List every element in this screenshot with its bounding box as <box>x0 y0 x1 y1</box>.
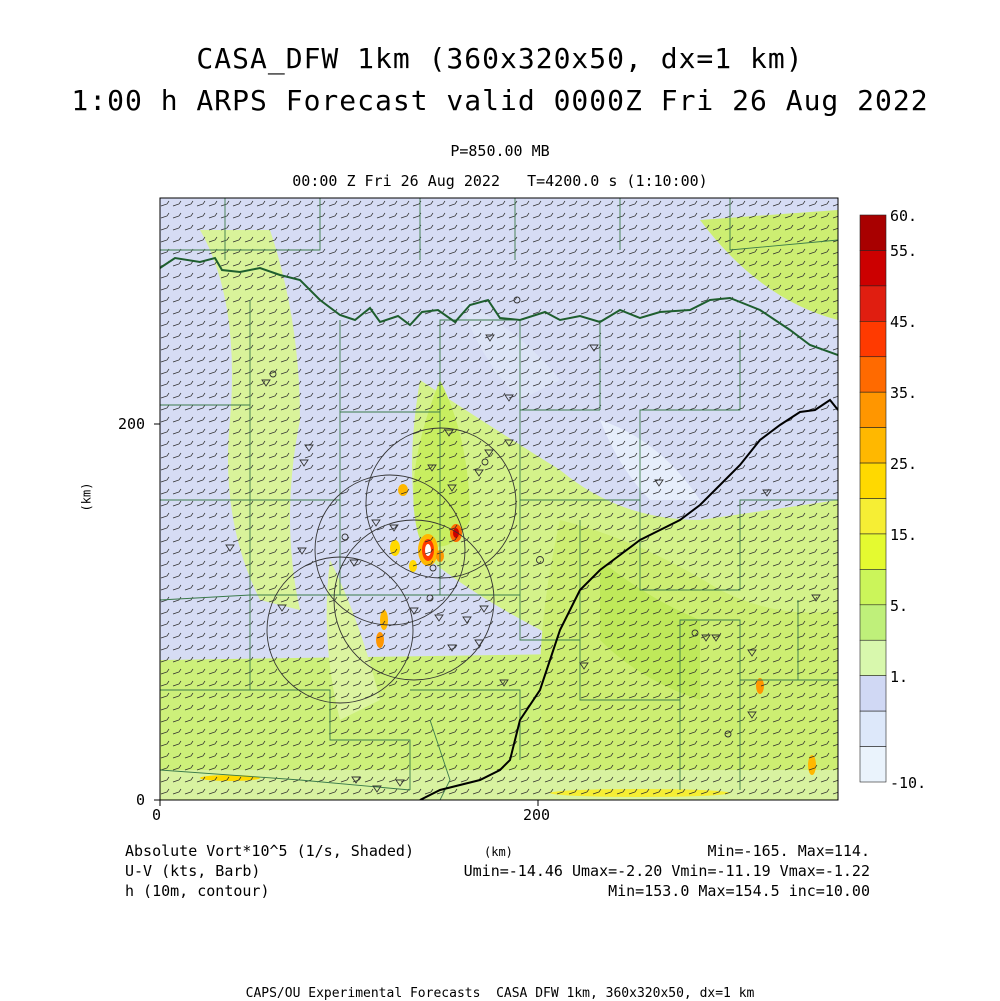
colorbar-swatch <box>860 640 886 675</box>
colorbar-swatch <box>860 250 886 285</box>
colorbar-tick-label: 55. <box>890 242 918 261</box>
colorbar-tick-label: 1. <box>890 667 909 686</box>
y-tick-200: 200 <box>118 415 146 433</box>
x-tick-200: 200 <box>523 806 551 824</box>
colorbar-swatch <box>860 676 886 711</box>
colorbar-swatch <box>860 215 886 250</box>
colorbar-tick-label: 15. <box>890 525 918 544</box>
colorbar-swatch <box>860 534 886 569</box>
colorbar-swatch <box>860 463 886 498</box>
colorbar-swatch <box>860 392 886 427</box>
colorbar-swatch <box>860 286 886 321</box>
colorbar-tick-label: 35. <box>890 384 918 403</box>
legend-field-3-stats: Min=153.0 Max=154.5 inc=10.00 <box>608 882 870 900</box>
colorbar-tick-label: 25. <box>890 455 918 474</box>
legend-field-2-stats: Umin=-14.46 Umax=-2.20 Vmin=-11.19 Vmax=-1.22 <box>463 862 870 880</box>
colorbar-swatch <box>860 321 886 356</box>
y-axis-label: (km) <box>79 482 94 512</box>
colorbar-swatch <box>860 569 886 604</box>
colorbar-tick-label: 5. <box>890 596 909 615</box>
colorbar-swatch <box>860 499 886 534</box>
title-line-2: 1:00 h ARPS Forecast valid 0000Z Fri 26 Aug 2022 <box>71 84 929 117</box>
colorbar-swatch <box>860 605 886 640</box>
colorbar-tick-label: -10. <box>890 774 927 792</box>
colorbar-swatch <box>860 747 886 782</box>
title-line-1: CASA_DFW 1km (360x320x50, dx=1 km) <box>196 42 804 75</box>
colorbar-swatch <box>860 357 886 392</box>
footer-credit: CAPS/OU Experimental Forecasts CASA DFW 1km, 360x320x50, dx=1 km <box>245 986 755 1001</box>
legend-field-2: U-V (kts, Barb) <box>125 862 261 880</box>
x-axis-label: (km) <box>484 845 513 859</box>
wind-barbs <box>160 198 838 800</box>
colorbar <box>860 215 886 782</box>
y-tick-0: 0 <box>136 791 146 809</box>
legend-field-3: h (10m, contour) <box>125 882 270 900</box>
legend-field-1-stats: Min=-165. Max=114. <box>707 842 870 860</box>
colorbar-tick-label: 45. <box>890 313 918 332</box>
colorbar-swatch <box>860 428 886 463</box>
pressure-level: P=850.00 MB <box>450 142 550 160</box>
legend-field-1: Absolute Vort*10^5 (1/s, Shaded) <box>125 842 414 860</box>
colorbar-tick-label: 60. <box>890 207 918 225</box>
x-tick-0: 0 <box>152 806 162 824</box>
colorbar-swatch <box>860 711 886 746</box>
time-info: 00:00 Z Fri 26 Aug 2022 T=4200.0 s (1:10:00) <box>292 172 708 190</box>
